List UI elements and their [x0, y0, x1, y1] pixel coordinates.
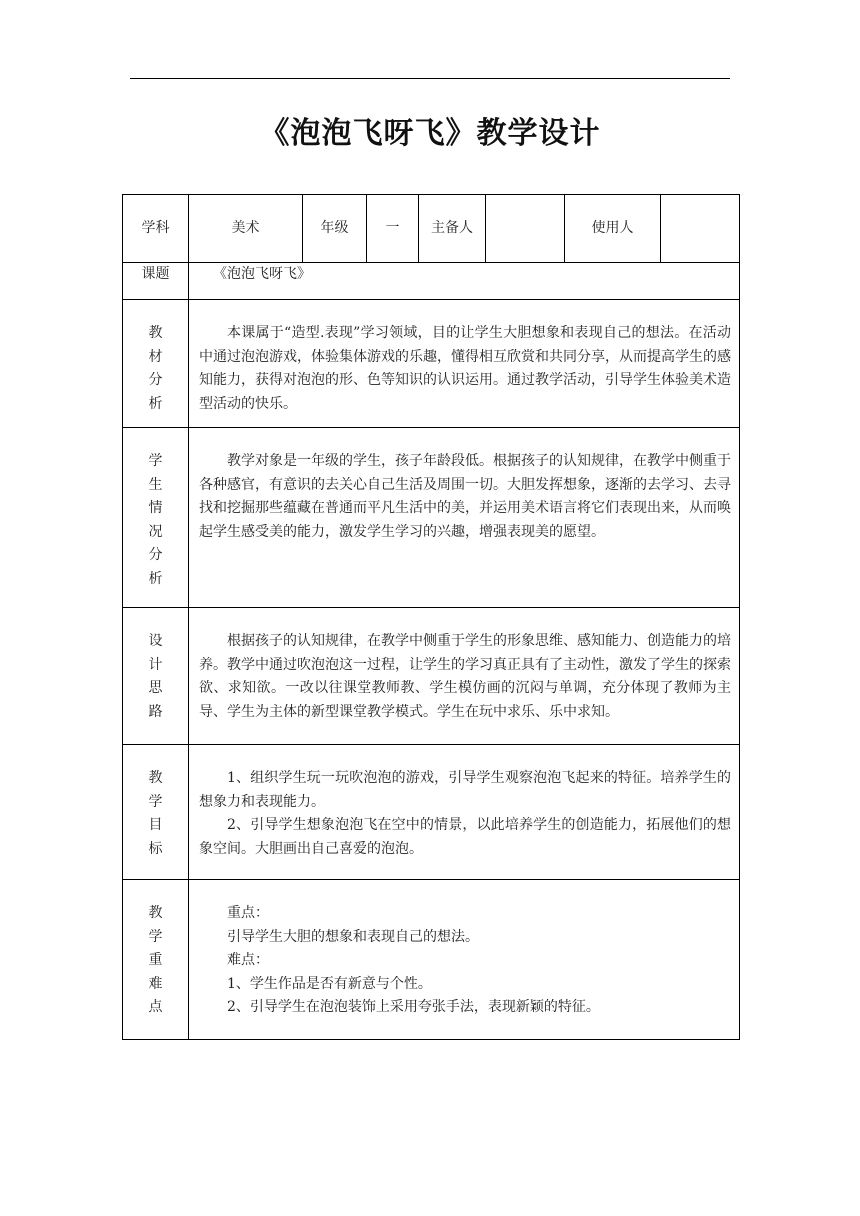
subject-value: 美术	[189, 195, 303, 263]
label-char: 路	[148, 703, 163, 720]
design-idea-label	[123, 608, 189, 745]
subject-label: 学科	[123, 195, 189, 263]
topic-row	[123, 263, 740, 300]
student-analysis-row	[123, 428, 740, 608]
label-char: 析	[148, 570, 163, 587]
label-char: 思	[148, 680, 163, 696]
grade-label: 年级	[303, 195, 367, 263]
key-point-line: 重点：	[227, 905, 269, 921]
teaching-goals-label	[123, 745, 189, 880]
design-idea-content	[189, 608, 740, 745]
lesson-plan-table	[122, 194, 740, 1040]
user-value	[661, 195, 740, 263]
teaching-goals-content	[189, 745, 740, 880]
label-char: 点	[148, 999, 163, 1015]
label-char: 学	[148, 453, 163, 469]
student-analysis-label	[123, 428, 189, 608]
material-analysis-label	[123, 300, 189, 428]
label-char: 析	[148, 395, 163, 412]
label-char: 况	[148, 523, 163, 540]
material-analysis-row	[123, 300, 740, 428]
document-title: 《泡泡飞呀飞》教学设计	[259, 116, 601, 151]
label-char: 教	[148, 325, 163, 341]
student-analysis-content	[189, 428, 740, 608]
paragraph: 本课属于“造型.表现”学习领域，目的让学生大胆想象和表现自己的想法。在活动中通过泡泡游戏，体验集体游戏的乐趣，懂得相互欣赏和共同分享，从而提高学生的感知能力，获得对泡泡的形、色等知识的认识运用。通过教学活动，引导学生体验美术造型活动的快乐。	[199, 325, 731, 412]
paragraph: 教学对象是一年级的学生，孩子年龄段低。根据孩子的认知规律，在教学中侧重于各种感官，有意识的去关心自己生活及周围一切。大胆发挥想象，逐渐的去学习、去寻找和挖掘那些蕴藏在普通而平凡生活中的美，并运用美术语言将它们表现出来，从而唤起学生感受美的能力，激发学生学习的兴趣，增强表现美的愿望。	[199, 453, 731, 540]
label-char: 生	[148, 476, 163, 493]
key-points-content	[189, 880, 740, 1040]
topic-label: 课题	[123, 263, 189, 300]
label-char: 材	[148, 348, 163, 365]
label-char: 教	[148, 905, 163, 921]
user-label: 使用人	[565, 195, 661, 263]
label-char: 难	[148, 975, 163, 992]
key-points-row	[123, 880, 740, 1040]
material-analysis-content	[189, 300, 740, 428]
topic-value: 《泡泡飞呀飞》	[189, 263, 740, 300]
label-char: 分	[148, 372, 163, 388]
design-idea-row	[123, 608, 740, 745]
label-char: 学	[148, 928, 163, 945]
paragraph: 1、组织学生玩一玩吹泡泡的游戏，引导学生观察泡泡飞起来的特征。培养学生的想象力和表现能力。	[199, 770, 731, 810]
label-char: 重	[148, 952, 163, 968]
label-char: 教	[148, 770, 163, 786]
preparer-value	[486, 195, 565, 263]
key-points-label	[123, 880, 189, 1040]
label-char: 设	[148, 633, 163, 649]
label-char: 标	[148, 840, 163, 857]
header-row	[123, 195, 740, 263]
label-char: 目	[148, 817, 163, 833]
preparer-label: 主备人	[419, 195, 486, 263]
teaching-goals-row	[123, 745, 740, 880]
label-char: 计	[148, 656, 163, 673]
label-char: 分	[148, 547, 163, 563]
label-char: 学	[148, 793, 163, 810]
key-point-line: 1、学生作品是否有新意与个性。	[227, 975, 432, 992]
key-point-line: 引导学生大胆的想象和表现自己的想法。	[227, 928, 479, 945]
paragraph: 2、引导学生想象泡泡飞在空中的情景，以此培养学生的创造能力，拓展他们的想象空间。大胆画出自己喜爱的泡泡。	[199, 817, 731, 857]
key-point-line: 2、引导学生在泡泡装饰上采用夸张手法，表现新颖的特征。	[227, 999, 600, 1015]
grade-value: 一	[367, 195, 419, 263]
key-point-line: 难点：	[227, 952, 269, 968]
header-rule	[130, 78, 730, 79]
label-char: 情	[148, 500, 163, 516]
paragraph: 根据孩子的认知规律，在教学中侧重于学生的形象思维、感知能力、创造能力的培养。教学中通过吹泡泡这一过程，让学生的学习真正具有了主动性，激发了学生的探索欲、求知欲。一改以往课堂教师教、学生模仿画的沉闷与单调，充分体现了教师为主导、学生为主体的新型课堂教学模式。学生在玩中求乐、乐中求知。	[199, 633, 731, 720]
